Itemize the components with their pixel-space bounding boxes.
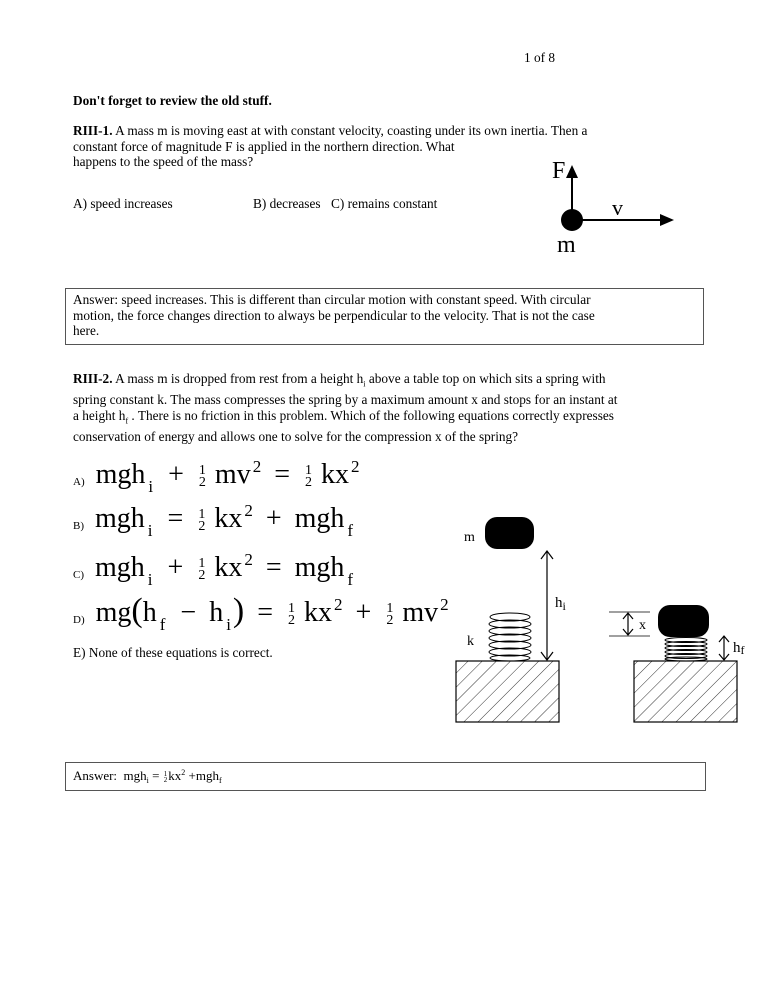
page-number: 1 of 8 xyxy=(524,50,556,65)
term: h xyxy=(209,597,224,628)
operator: − xyxy=(180,597,197,628)
operator: = xyxy=(265,552,282,583)
option-label: A) xyxy=(73,476,85,488)
option-d-equation xyxy=(73,590,449,640)
term: h xyxy=(142,597,157,628)
term: mgh xyxy=(294,552,345,583)
subscript: i xyxy=(363,379,366,389)
denominator: 2 xyxy=(305,474,312,490)
option-a-equation xyxy=(73,452,360,502)
question-id: RIII-1. xyxy=(73,123,113,138)
exponent: 2 xyxy=(244,550,253,569)
subscript: f xyxy=(125,416,129,426)
force-arrowhead-icon xyxy=(566,165,578,178)
denominator: 2 xyxy=(288,612,296,628)
question-text: . There is no friction in this problem. Which of the following equations correctly expresses xyxy=(128,407,614,423)
spring-uncompressed-icon xyxy=(489,613,531,661)
mass-block-final xyxy=(658,605,709,637)
denominator: 2 xyxy=(386,612,394,628)
term: kx xyxy=(214,503,243,534)
operator: + xyxy=(168,459,184,490)
paren: ) xyxy=(232,592,245,629)
fraction-half xyxy=(198,555,206,583)
fraction-half xyxy=(288,600,296,628)
exponent: 2 xyxy=(334,595,343,614)
subscript: f xyxy=(159,615,166,634)
mass-label: m xyxy=(464,530,475,545)
exponent: 2 xyxy=(252,457,262,476)
numerator: 1 xyxy=(305,462,312,478)
denominator: 2 xyxy=(198,567,206,583)
option-label: D) xyxy=(73,614,85,626)
question-text: spring constant k. The mass compresses the spring by a maximum amount x and stops for an instant at xyxy=(73,392,618,408)
operator: = xyxy=(152,768,160,783)
question-text: a height h xyxy=(73,407,126,423)
question-text-line: happens to the speed of the mass? xyxy=(73,154,254,169)
table-right xyxy=(634,661,737,722)
option-c-equation xyxy=(73,545,355,595)
term: mgh xyxy=(294,503,345,534)
exponent: 2 xyxy=(351,457,360,476)
fraction-half xyxy=(386,600,394,628)
choice-a: A) speed increases xyxy=(73,196,173,211)
term: mgh xyxy=(195,768,219,783)
velocity-arrowhead-icon xyxy=(660,214,674,226)
denominator: 2 xyxy=(198,474,206,490)
term: mgh xyxy=(95,552,145,583)
x-label: x xyxy=(639,618,646,633)
operator: + xyxy=(265,503,282,534)
numerator: 1 xyxy=(386,600,394,616)
exponent: 2 xyxy=(244,501,253,520)
numerator: 1 xyxy=(198,555,206,571)
subscript: i xyxy=(147,570,153,589)
numerator: 1 xyxy=(198,462,206,478)
subscript: i xyxy=(146,776,149,785)
term: mgh xyxy=(95,503,145,534)
denominator: 2 xyxy=(163,776,168,785)
numerator: 1 xyxy=(288,600,296,616)
subscript: f xyxy=(347,570,354,589)
spring-compressed-icon xyxy=(665,638,707,662)
subscript: i xyxy=(226,615,231,634)
answer-line: Answer: speed increases. This is different than circular motion with constant speed. With circular xyxy=(73,292,591,307)
option-b-equation xyxy=(73,496,355,546)
choice-b: B) decreases xyxy=(253,196,321,211)
fraction-half xyxy=(164,771,168,783)
hi-label: $h_i$ xyxy=(555,595,566,613)
operator: = xyxy=(257,597,274,628)
denominator: 2 xyxy=(198,518,206,534)
term: kx xyxy=(214,552,243,583)
subscript: f xyxy=(347,521,354,540)
reminder-heading: Don't forget to review the old stuff. xyxy=(73,93,272,108)
operator: + xyxy=(167,552,184,583)
question-text-line: A mass m is moving east at with constant velocity, coasting under its own inertia. Then a xyxy=(115,123,588,138)
mass-label: m xyxy=(557,232,576,258)
question-text: conservation of energy and allows one to solve for the compression x of the spring? xyxy=(73,428,519,444)
answer-box-2 xyxy=(65,762,706,791)
fraction-half xyxy=(198,506,206,534)
question-text-line: constant force of magnitude F is applied in the northern direction. What xyxy=(73,138,455,154)
force-velocity-diagram xyxy=(540,150,690,260)
question-riii-2 xyxy=(73,371,713,444)
velocity-label: v xyxy=(612,195,623,220)
answer-box-1 xyxy=(65,288,704,345)
answer-line: here. xyxy=(73,323,100,338)
option-e: E) None of these equations is correct. xyxy=(73,645,273,660)
term: kx xyxy=(321,459,349,490)
subscript: f xyxy=(218,776,222,785)
answer-line: motion, the force changes direction to always be perpendicular to the velocity. That is not the case xyxy=(73,307,595,323)
fraction-half xyxy=(305,462,312,490)
option-label: C) xyxy=(73,569,84,581)
exponent: 2 xyxy=(440,595,449,614)
question-text: A mass m is dropped from rest from a height h xyxy=(115,371,364,386)
term: mv xyxy=(402,597,439,628)
term: mgh xyxy=(95,459,146,490)
operator: = xyxy=(274,459,290,490)
answer-prefix: Answer: xyxy=(73,768,118,783)
spring-diagram xyxy=(440,505,768,740)
operator: = xyxy=(167,503,184,534)
numerator: 1 xyxy=(198,506,206,522)
table-left xyxy=(456,661,559,722)
subscript: i xyxy=(147,521,153,540)
hf-label: hf xyxy=(733,640,745,657)
mass-block-initial xyxy=(485,517,534,549)
option-label: B) xyxy=(73,520,84,532)
operator: + xyxy=(355,597,372,628)
operator: + xyxy=(188,768,196,783)
term: kx xyxy=(304,597,333,628)
term: mv xyxy=(214,459,251,490)
question-id: RIII-2. xyxy=(73,371,113,386)
term: mg xyxy=(95,597,132,628)
mass-dot xyxy=(561,209,583,231)
spring-label: k xyxy=(467,634,474,649)
question-text: above a table top on which sits a spring with xyxy=(365,371,606,386)
choice-c: C) remains constant xyxy=(331,196,438,211)
answer-equation xyxy=(124,768,222,783)
paren: ( xyxy=(131,592,143,629)
term: kx xyxy=(168,768,182,783)
force-label: F xyxy=(552,158,566,184)
fraction-half xyxy=(198,462,206,490)
exponent: 2 xyxy=(181,768,186,777)
subscript: i xyxy=(148,477,154,496)
term: mgh xyxy=(123,768,147,783)
numerator: 1 xyxy=(163,770,168,779)
